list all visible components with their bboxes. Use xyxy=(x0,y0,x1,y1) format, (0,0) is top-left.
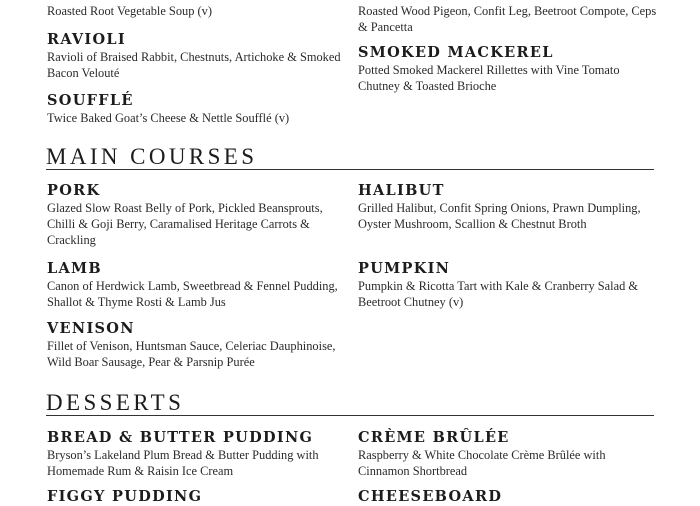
starter-soup xyxy=(47,3,347,19)
item-title: FIGGY PUDDING xyxy=(47,488,203,505)
section-divider xyxy=(46,415,654,416)
item-description: Canon of Herdwick Lamb, Sweetbread & Fennel Pudding, Shallot & Thyme Rosti & Lamb Jus xyxy=(47,279,338,309)
item-title: RAVIOLI xyxy=(47,31,126,48)
item-description: Raspberry & White Chocolate Crème Brûlée with Cinnamon Shortbread xyxy=(358,448,606,478)
starter-souffle xyxy=(47,92,347,126)
main-pork xyxy=(47,182,347,248)
starter-smoked-mackerel xyxy=(358,44,658,94)
item-title: VENISON xyxy=(47,320,135,337)
item-title: PORK xyxy=(47,182,101,199)
item-description: Roasted Wood Pigeon, Confit Leg, Beetroot Compote, Ceps & Pancetta xyxy=(358,4,657,34)
item-title: SMOKED MACKEREL xyxy=(358,44,554,61)
item-title: SOUFFLÉ xyxy=(47,92,134,109)
main-halibut xyxy=(358,182,658,232)
dessert-bread-butter-pudding xyxy=(47,429,347,479)
item-description: Bryson’s Lakeland Plum Bread & Butter Pudding with Homemade Rum & Raisin Ice Cream xyxy=(47,448,319,478)
item-title: PUMPKIN xyxy=(358,260,451,277)
dessert-figgy-pudding xyxy=(47,488,347,506)
dessert-creme-brulee xyxy=(358,429,658,479)
item-description: Potted Smoked Mackerel Rillettes with Vine Tomato Chutney & Toasted Brioche xyxy=(358,63,620,93)
item-description: Twice Baked Goat’s Cheese & Nettle Soufflé (v) xyxy=(47,111,290,125)
item-description: Fillet of Venison, Huntsman Sauce, Celeriac Dauphinoise, Wild Boar Sausage, Pear & Parsnip Purée xyxy=(47,339,336,369)
main-lamb xyxy=(47,260,347,310)
item-description: Roasted Root Vegetable Soup (v) xyxy=(47,4,212,18)
starter-pigeon xyxy=(358,3,658,35)
item-title: BREAD & BUTTER PUDDING xyxy=(47,429,314,446)
main-venison xyxy=(47,320,347,370)
item-title: HALIBUT xyxy=(358,182,445,199)
main-pumpkin xyxy=(358,260,658,310)
item-description: Grilled Halibut, Confit Spring Onions, Prawn Dumpling, Oyster Mushroom, Scallion & Chestnut Broth xyxy=(358,201,641,231)
section-heading-main-courses: MAIN COURSES xyxy=(46,144,258,169)
item-description: Glazed Slow Roast Belly of Pork, Pickled Beansprouts, Chilli & Goji Berry, Caramalised Heritage Carrots & Crackling xyxy=(47,201,323,247)
section-divider xyxy=(46,169,654,170)
item-description: Ravioli of Braised Rabbit, Chestnuts, Artichoke & Smoked Bacon Velouté xyxy=(47,50,341,80)
starter-ravioli xyxy=(47,31,347,81)
item-title: LAMB xyxy=(47,260,102,277)
item-title: CHEESEBOARD xyxy=(358,488,503,505)
section-heading-desserts: DESSERTS xyxy=(46,390,185,415)
dessert-cheeseboard xyxy=(358,488,658,506)
item-title: CRÈME BRÛLÉE xyxy=(358,429,510,446)
item-description: Pumpkin & Ricotta Tart with Kale & Cranberry Salad & Beetroot Chutney (v) xyxy=(358,279,639,309)
